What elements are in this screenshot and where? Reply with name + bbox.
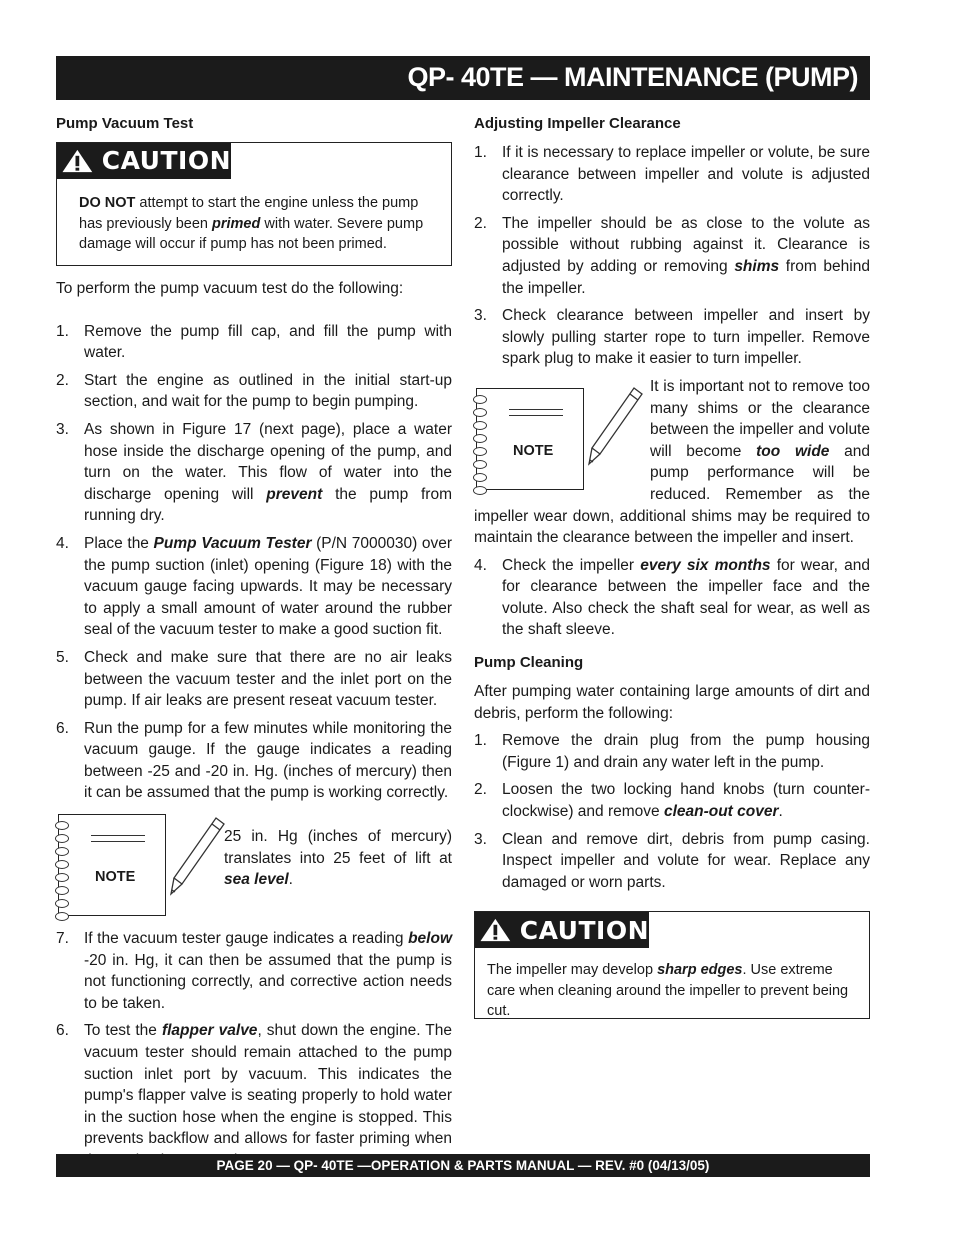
caution-text-part: with water. Severe pump damage will occur if pump has not been primed. [79, 215, 424, 252]
impeller-clearance-steps-continued [474, 555, 870, 641]
list-item [474, 779, 870, 822]
caution-label [57, 143, 231, 179]
step-text: , shut down the engine. The vacuum tester should remain attached to the pump suction inlet port by vacuum. This indicates the pump's flapper valve is seating properly to hold water in the suction hose when the engine is stopped. This prevents backflow and allows for faster priming when [84, 1022, 452, 1148]
spiral-rings [55, 821, 69, 925]
step-text: If the vacuum tester gauge indicates a reading [84, 930, 409, 948]
list-item [474, 142, 870, 207]
step-text: . [778, 803, 783, 821]
section-heading-vacuum-test: Pump Vacuum Test [56, 115, 194, 132]
step-text: As shown in Figure 17 (next page), place a water hose inside the discharge opening of the pump, and turn on the water. This flow of water into the discharge opening will [84, 420, 452, 503]
caution-emphasis: primed [212, 215, 261, 232]
step-text: To test the [84, 1022, 162, 1040]
list-item [474, 213, 870, 299]
caution-word: CAUTION [519, 915, 649, 945]
page-footer: PAGE 20 — QP- 40TE —OPERATION & PARTS MANUAL — REV. #0 (04/13/05) [216, 1158, 710, 1173]
caution-box-sharp-edges [474, 911, 870, 1019]
header-bar [56, 56, 870, 100]
step-emphasis: below [408, 930, 452, 948]
list-item [56, 928, 452, 1014]
step-text: The impeller should be as close to the volute as possible without rubbing against it. Clearance is adjusted by adding or removing [502, 214, 870, 275]
note-text-part: It is important not to remove too many shims or the clearance between the impeller and volute will become [650, 377, 870, 460]
cleaning-intro-text: After pumping water containing large amounts of dirt and debris, perform the following: [474, 683, 870, 722]
right-column [474, 114, 870, 1019]
vacuum-test-steps [56, 321, 452, 804]
step-number: 1. [474, 144, 487, 161]
note-lines [509, 409, 563, 421]
note-label: NOTE [513, 442, 554, 459]
list-item [56, 419, 452, 527]
step-number: 6. [56, 1022, 69, 1040]
caution-emphasis: DO NOT [79, 195, 136, 211]
step-text: Start the engine as outlined in the initial start-up section, and wait for the pump to begin pumping. [84, 371, 452, 411]
step-text: for wear, and for clearance between the impeller face and the volute. Also check the shaft seal for wear, as well as the shaft sleeve. [502, 556, 870, 639]
note-pad-icon [476, 388, 584, 490]
step-text: the pump from running dry. [84, 485, 452, 525]
step-number: 2. [474, 781, 487, 799]
caution-box-priming [56, 142, 452, 266]
warning-triangle-icon [479, 913, 512, 947]
caution-text-part: The impeller may develop [487, 962, 658, 979]
caution-text [57, 179, 451, 265]
step-text: from behind the impeller. [502, 257, 870, 297]
note-label: NOTE [95, 869, 136, 886]
left-column [56, 114, 452, 1178]
step-emphasis: prevent [266, 485, 323, 503]
step-emphasis: clean-out cover [663, 803, 779, 821]
step-number: 2. [56, 371, 69, 389]
intro-text: To perform the pump vacuum test do the following: [56, 280, 404, 297]
caution-emphasis: sharp edges [657, 962, 743, 979]
caution-label [475, 912, 649, 948]
caution-text-part: . Use extreme care when cleaning around the impeller to prevent being cut. [487, 962, 849, 1020]
step-emphasis: Pump Vacuum Tester [153, 534, 312, 552]
list-item [474, 555, 870, 641]
step-text: Check clearance between impeller and insert by slowly pulling starter rope to turn impeller. Remove spark plug to make it easier to turn impeller. [502, 307, 870, 368]
step-text: -20 in. Hg, it can then be assumed that the pump is not functioning correctly, and corrective action needs to be taken. [84, 951, 452, 1012]
step-number: 7. [56, 930, 69, 948]
step-number: 3. [474, 830, 487, 848]
note-figure [474, 376, 650, 494]
list-item [56, 321, 452, 364]
step-text: If it is necessary to replace impeller or volute, be sure clearance between impeller and volute is adjusted correctly. [502, 144, 870, 205]
step-emphasis: shims [734, 257, 780, 275]
note-text [224, 826, 452, 891]
step-number: 6. [56, 719, 69, 737]
step-text: Remove the drain plug from the pump housing (Figure 1) and drain any water left in the pump. [502, 732, 870, 771]
spiral-rings [473, 395, 487, 499]
pencil-icon [586, 384, 646, 470]
vacuum-test-steps-continued [56, 928, 452, 1172]
step-text: Run the pump for a few minutes while monitoring the vacuum gauge. If the gauge indicates a reading between -25 and -20 in. Hg. (inches of mercury) then it can be assumed that the pump is working correctly. [84, 719, 452, 802]
step-number: 2. [474, 214, 487, 232]
warning-triangle-icon [61, 144, 94, 178]
footer-bar [56, 1154, 870, 1177]
note-text-part: 25 in. Hg (inches of mercury) translates into 25 feet of lift at [224, 828, 452, 867]
note-text-part: . [288, 871, 293, 889]
note-text-part: and pump performance will be reduced. Remember as the impeller wear down, additional shims may be required to maintain the clearance between the impeller and insert. [474, 442, 870, 547]
note-block-sea-level [56, 814, 452, 926]
note-block-shims [474, 376, 870, 549]
caution-text-part: attempt to start the engine unless the pump has previously been [79, 195, 419, 232]
list-item [56, 1020, 452, 1171]
step-text: Check and make sure that there are no air leaks between the vacuum tester and the inlet port on the pump. If air leaks are present reseat vacuum tester. [84, 648, 452, 710]
pencil-icon [168, 814, 228, 900]
pump-cleaning-steps [474, 730, 870, 893]
step-number: 1. [56, 322, 69, 340]
step-number: 4. [56, 534, 69, 552]
note-emphasis: sea level [224, 871, 289, 889]
step-number: 4. [474, 556, 487, 574]
step-number: 1. [474, 732, 487, 750]
step-number: 3. [56, 420, 69, 438]
step-emphasis: every six months [640, 556, 771, 574]
note-emphasis: too wide [756, 442, 830, 460]
list-item [474, 305, 870, 370]
list-item [56, 370, 452, 413]
step-text: Loosen the two locking hand knobs (turn counter-clockwise) and remove [502, 781, 870, 821]
step-text: Remove the pump fill cap, and fill the pump with water. [84, 322, 452, 362]
caution-word: CAUTION [101, 146, 231, 176]
impeller-clearance-steps [474, 142, 870, 370]
step-text: Clean and remove dirt, debris from pump casing. Inspect impeller and volute for wear. Replace any damaged or worn parts. [502, 830, 870, 891]
step-text: (P/N 7000030) over the pump suction (inlet) opening (Figure 18) with the vacuum gauge facing upwards. It may be necessary to apply a small amount of water around the rubber seal of the vacuum tester to make a good suction fit. [84, 534, 452, 639]
list-item [56, 647, 452, 712]
step-number: 3. [474, 307, 487, 325]
list-item [474, 730, 870, 773]
caution-text [475, 948, 869, 1038]
note-pad-icon [58, 814, 166, 916]
note-lines [91, 835, 145, 847]
list-item [474, 829, 870, 894]
page-title: QP- 40TE — MAINTENANCE (PUMP) [407, 62, 858, 92]
list-item [56, 718, 452, 804]
section-heading-pump-cleaning: Pump Cleaning [474, 654, 584, 672]
list-item [56, 533, 452, 641]
step-text: Check the impeller [502, 556, 641, 574]
step-number: 5. [56, 648, 69, 666]
step-text: Place the [84, 534, 154, 552]
section-heading-impeller-clearance: Adjusting Impeller Clearance [474, 115, 681, 132]
step-emphasis: flapper valve [161, 1022, 258, 1040]
